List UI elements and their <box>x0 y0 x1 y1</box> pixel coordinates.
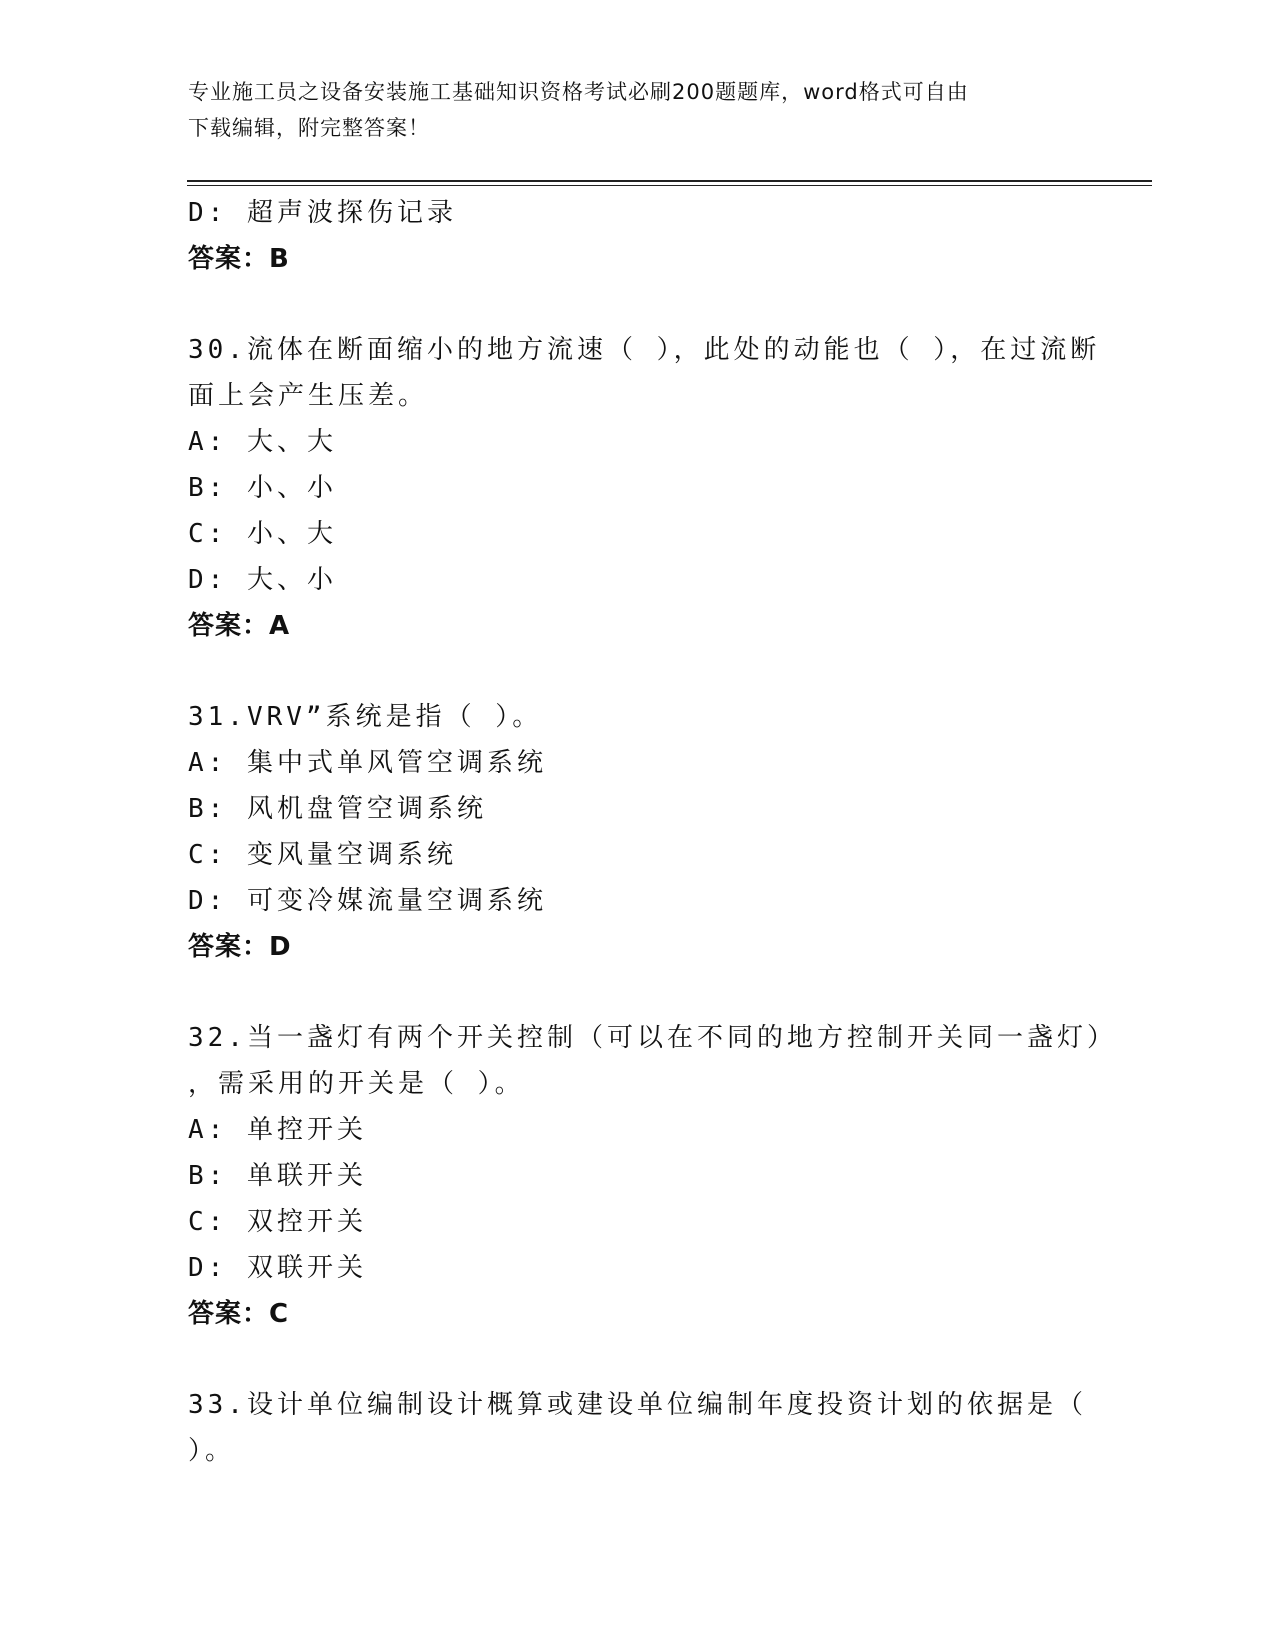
question-32-option-d: D: 双联开关 <box>188 1253 367 1283</box>
question-30-option-c: C: 小、大 <box>188 519 337 549</box>
prev-answer: 答案：B <box>188 244 290 274</box>
question-30-answer: 答案：A <box>188 611 291 641</box>
question-31-text-line-1: 31.VRV”系统是指（ ）。 <box>188 702 543 732</box>
page-header <box>188 74 1088 146</box>
question-32-text-line-2: ，需采用的开关是（ ）。 <box>188 1069 525 1099</box>
header-title-line-2: 下载编辑，附完整答案！ <box>188 116 430 140</box>
question-30-text-line-1: 30.流体在断面缩小的地方流速（ ），此处的动能也（ ），在过流断 <box>188 335 1101 365</box>
question-32-option-c: C: 双控开关 <box>188 1207 367 1237</box>
question-list <box>188 190 1117 1474</box>
header-title-line-1: 专业施工员之设备安装施工基础知识资格考试必刷200题题库，word格式可自由 <box>188 80 969 104</box>
question-32 <box>188 1015 1117 1107</box>
question-31-option-d: D: 可变冷媒流量空调系统 <box>188 886 547 916</box>
question-32-text-line-1: 32.当一盏灯有两个开关控制（可以在不同的地方控制开关同一盏灯） <box>188 1023 1117 1053</box>
question-32-option-b: B: 单联开关 <box>188 1161 367 1191</box>
question-31 <box>188 694 1088 740</box>
question-33-text-line-2: ）。 <box>188 1436 236 1466</box>
prev-option-d: D: 超声波探伤记录 <box>188 198 457 228</box>
question-32-option-a: A: 单控开关 <box>188 1115 367 1145</box>
question-30-text-line-2: 面上会产生压差。 <box>188 381 429 411</box>
question-30-option-b: B: 小、小 <box>188 473 337 503</box>
header-divider-thin <box>187 185 1152 186</box>
question-33 <box>188 1382 1088 1474</box>
question-31-option-a: A: 集中式单风管空调系统 <box>188 748 547 778</box>
question-30-option-a: A: 大、大 <box>188 427 337 457</box>
question-30-option-d: D: 大、小 <box>188 565 337 595</box>
question-32-answer: 答案：C <box>188 1299 290 1329</box>
question-33-text-line-1: 33.设计单位编制设计概算或建设单位编制年度投资计划的依据是（ <box>188 1390 1087 1420</box>
question-31-option-b: B: 风机盘管空调系统 <box>188 794 487 824</box>
header-divider <box>187 180 1152 182</box>
question-30 <box>188 327 1101 419</box>
question-31-option-c: C: 变风量空调系统 <box>188 840 457 870</box>
question-31-answer: 答案：D <box>188 932 292 962</box>
